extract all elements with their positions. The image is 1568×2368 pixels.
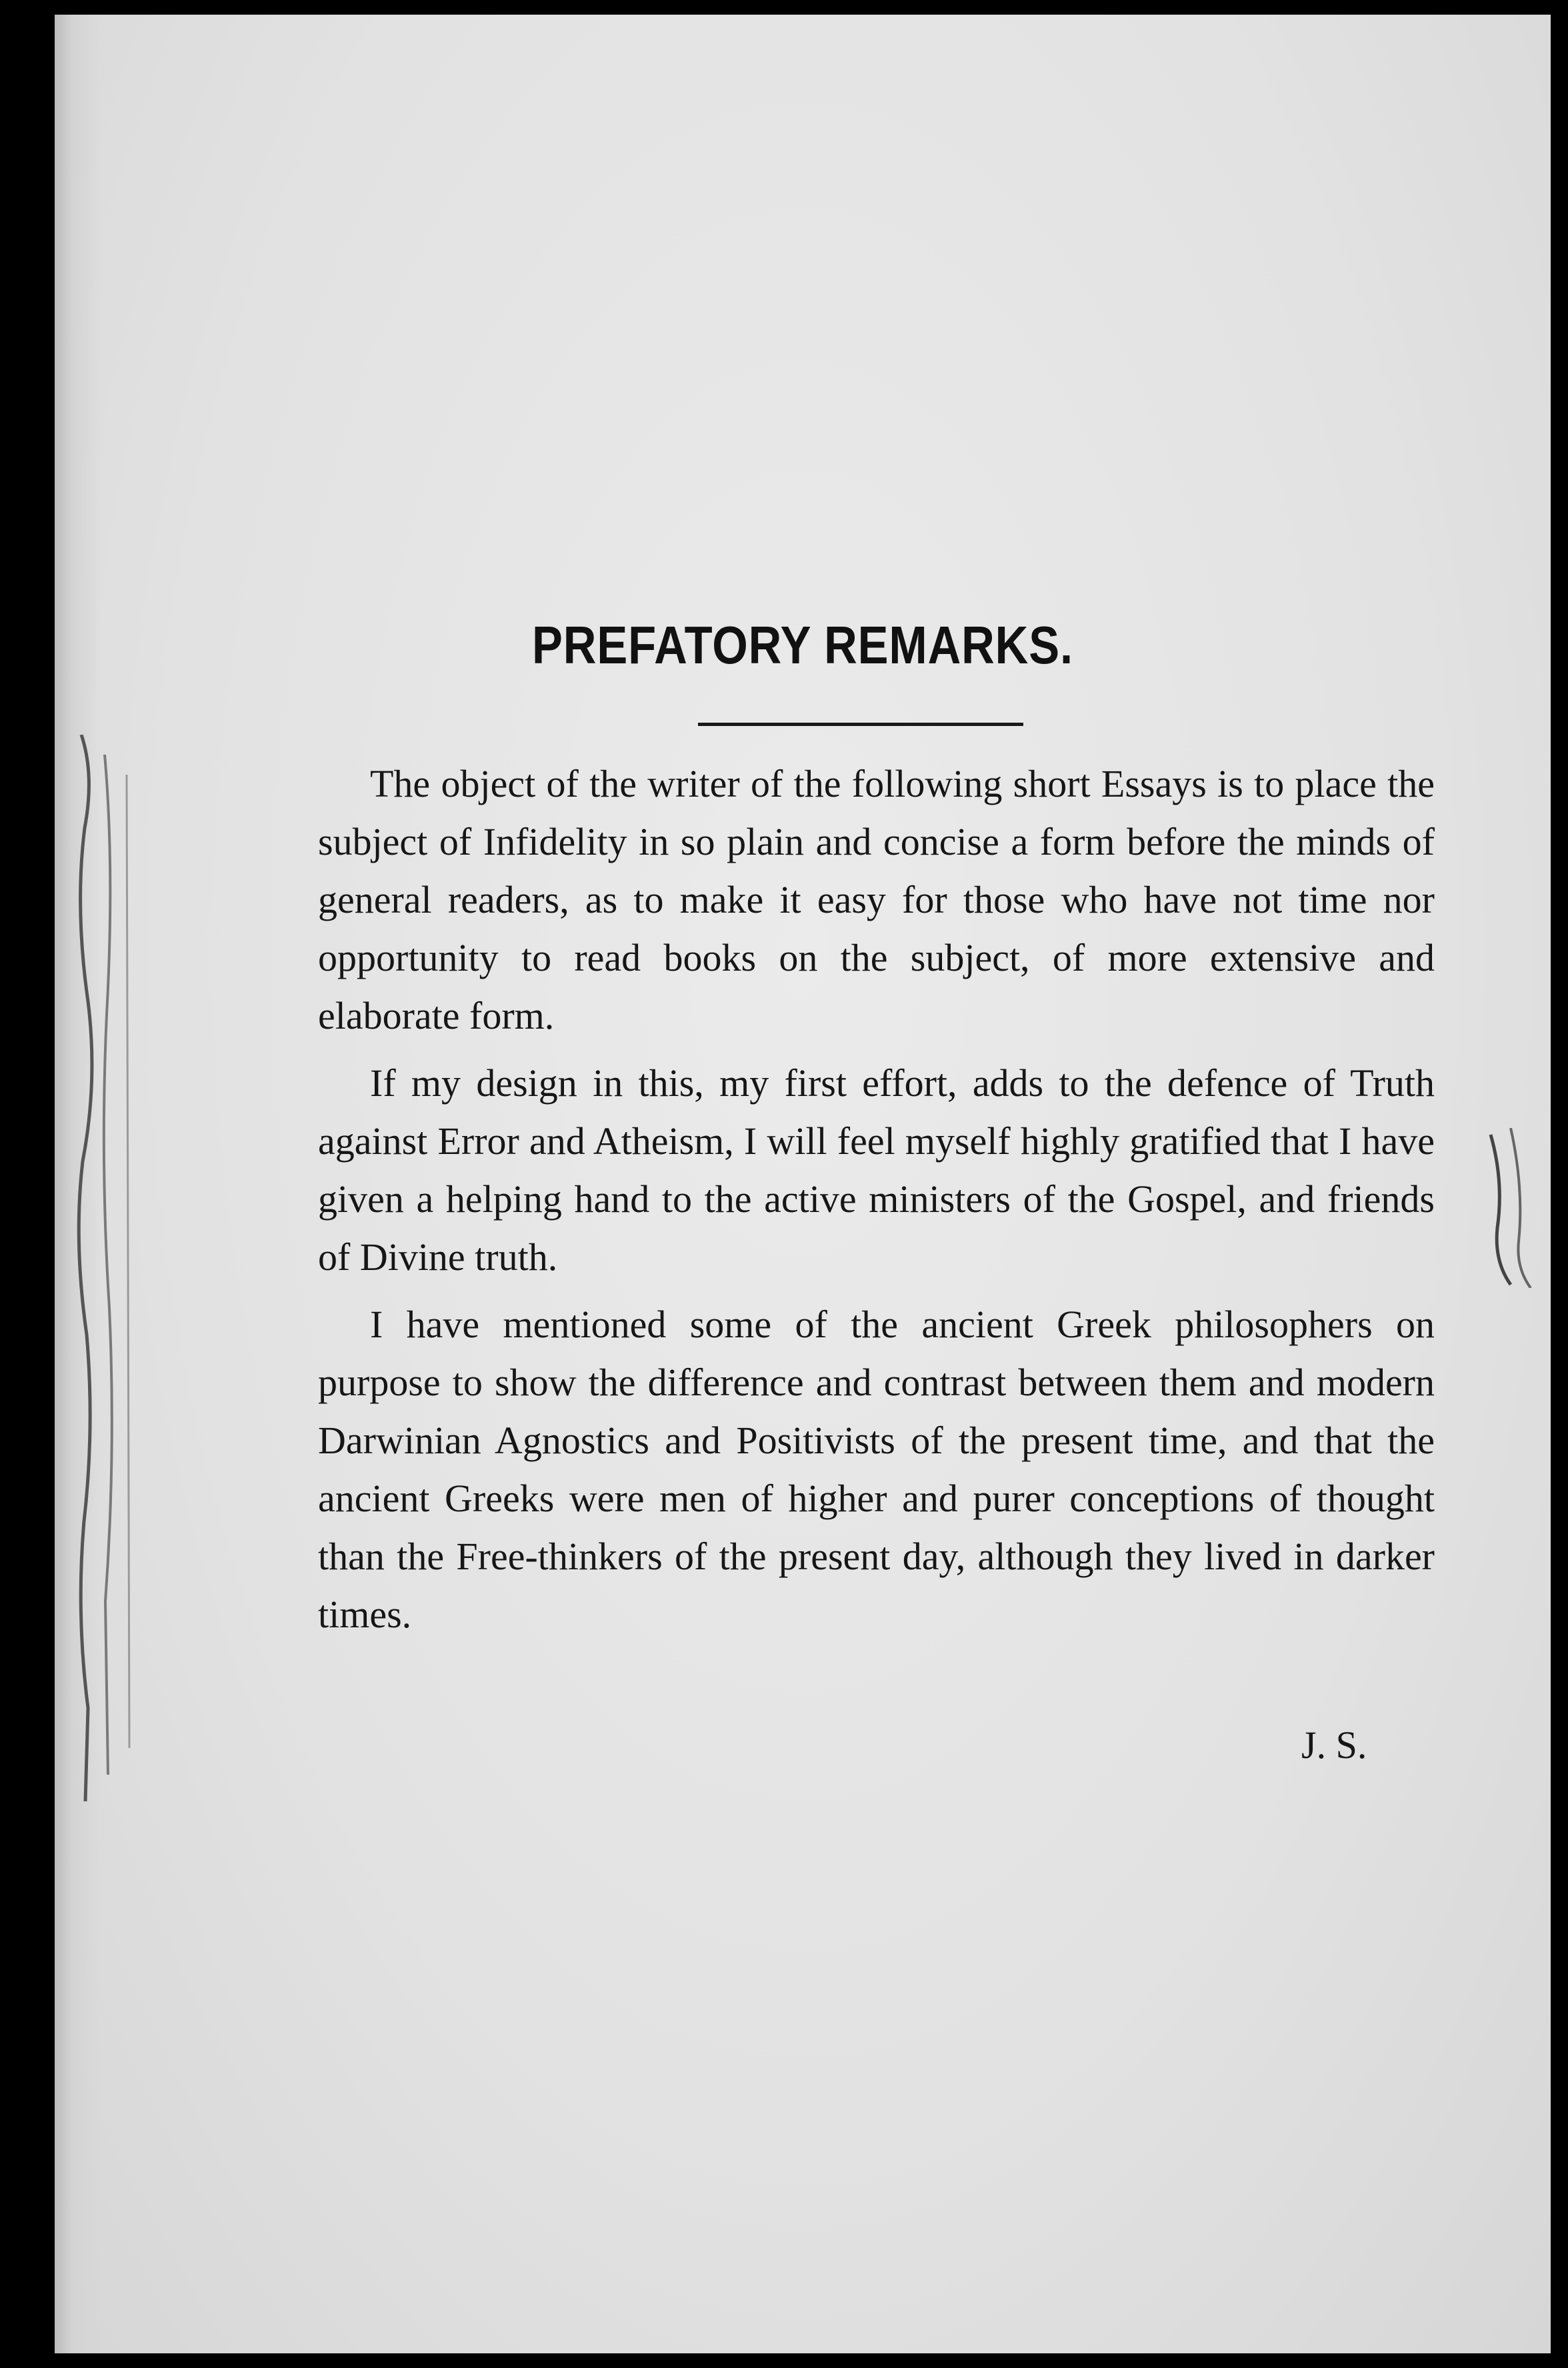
document-page bbox=[55, 15, 1551, 2353]
paragraph-3: I have mentioned some of the ancient Greek philosophers on purpose to show the difference and contrast between them and modern Darwinian Agnostics and Positivists of the present time, and that the ancient Greeks were men of higher and purer conceptions of thought than the Free-thinkers of the present day, although they lived in darker times. bbox=[318, 1303, 1435, 1636]
binding-stitch-marks bbox=[68, 735, 141, 1801]
body-text bbox=[318, 755, 1435, 1653]
title-underline-rule bbox=[698, 723, 1023, 726]
author-signature: J. S. bbox=[1301, 1723, 1367, 1767]
page-title: PREFATORY REMARKS. bbox=[532, 615, 1073, 675]
paragraph-2: If my design in this, my first effort, adds to the defence of Truth against Error and Atheism, I will feel myself highly gratified that I have given a helping hand to the active ministers of the Gospel, and friends of Divine truth. bbox=[318, 1061, 1435, 1279]
paragraph-1: The object of the writer of the following short Essays is to place the subject of Infidelity in so plain and concise a form before the minds of general readers, as to make it easy for those who have not time nor opportunity to read books on the subject, of more extensive and elaborate form. bbox=[318, 762, 1435, 1037]
page-tear-mark bbox=[1484, 1128, 1544, 1288]
